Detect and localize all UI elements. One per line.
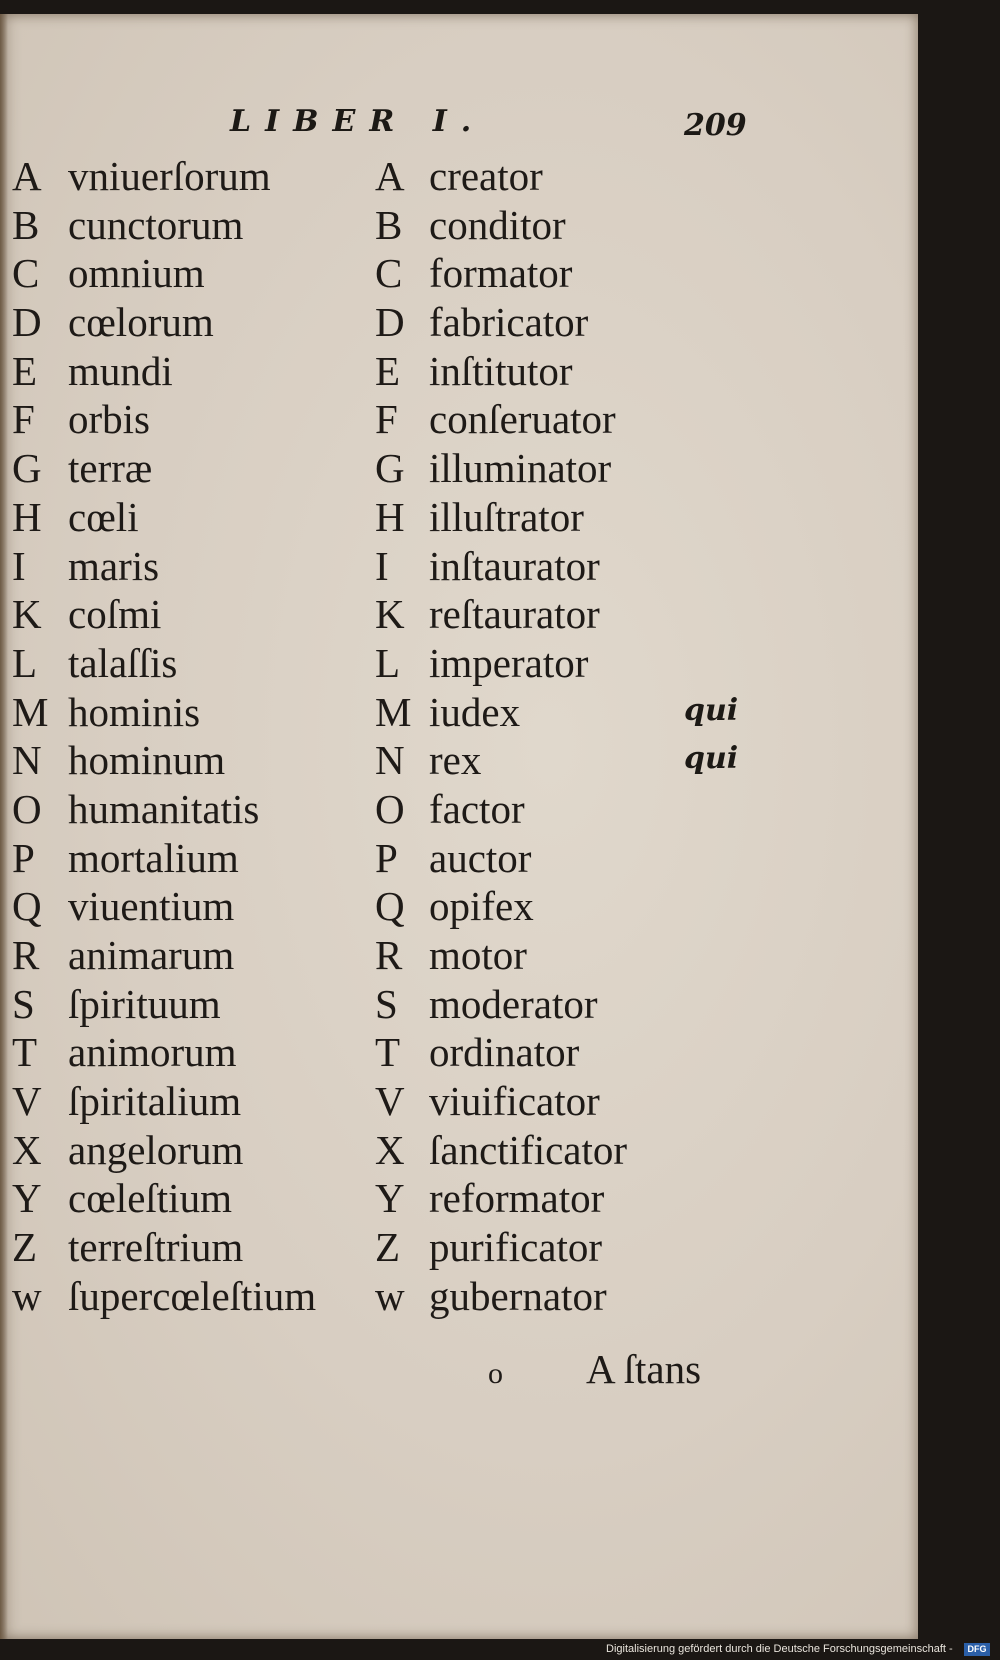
index-letter: X xyxy=(12,1126,42,1173)
index-word: mortalium xyxy=(68,834,239,881)
list-item xyxy=(12,1272,316,1321)
list-item xyxy=(375,639,627,688)
index-letter: O xyxy=(375,785,405,832)
index-word: auctor xyxy=(429,834,532,881)
left-column xyxy=(12,152,316,1321)
index-word: reſtaurator xyxy=(429,591,600,638)
index-word: viuificator xyxy=(429,1078,600,1125)
index-word: humanitatis xyxy=(68,785,260,832)
index-letter: Z xyxy=(375,1224,401,1271)
list-item xyxy=(12,152,316,201)
list-item xyxy=(12,639,316,688)
index-letter: E xyxy=(12,347,38,394)
index-word: illuminator xyxy=(429,445,612,492)
index-letter: S xyxy=(12,980,35,1027)
index-word: fabricator xyxy=(429,299,589,346)
list-item xyxy=(12,736,316,785)
index-word: ſanctificator xyxy=(429,1126,628,1173)
list-item xyxy=(12,980,316,1029)
index-word: ordinator xyxy=(429,1029,580,1076)
index-letter: w xyxy=(12,1272,42,1319)
index-letter: D xyxy=(375,299,405,346)
list-item xyxy=(375,980,627,1029)
list-item xyxy=(375,590,627,639)
index-word: formator xyxy=(429,250,573,297)
index-letter: P xyxy=(12,834,35,881)
list-item xyxy=(12,347,316,396)
index-letter: N xyxy=(12,737,42,784)
index-word: viuentium xyxy=(68,883,235,930)
index-letter: w xyxy=(375,1272,405,1319)
list-item xyxy=(12,1077,316,1126)
index-word: imperator xyxy=(429,639,589,686)
list-item xyxy=(375,201,627,250)
list-item xyxy=(375,1126,627,1175)
index-letter: R xyxy=(12,932,40,978)
index-word: inſtitutor xyxy=(429,347,573,394)
index-letter: I xyxy=(12,542,26,589)
index-word: hominis xyxy=(68,688,201,735)
list-item xyxy=(375,444,627,493)
list-item xyxy=(375,395,627,444)
index-word: inſtaurator xyxy=(429,542,600,589)
index-word: orbis xyxy=(68,396,150,443)
list-item xyxy=(12,1223,316,1272)
index-word: opifex xyxy=(429,883,534,930)
list-item xyxy=(12,542,316,591)
index-letter: E xyxy=(375,347,401,394)
index-word: angelorum xyxy=(68,1126,244,1173)
index-word: reformator xyxy=(429,1175,605,1222)
index-letter: F xyxy=(12,396,35,443)
index-letter: L xyxy=(12,639,38,686)
list-item xyxy=(375,542,627,591)
index-word: coſmi xyxy=(68,591,162,638)
list-item xyxy=(375,1077,627,1126)
index-letter: V xyxy=(375,1078,405,1125)
list-item xyxy=(375,736,627,785)
index-letter: Y xyxy=(12,1175,42,1222)
index-letter: S xyxy=(375,980,398,1027)
index-word: animorum xyxy=(68,1029,237,1076)
list-item xyxy=(375,1223,627,1272)
list-item xyxy=(12,931,316,980)
index-letter: Z xyxy=(12,1224,38,1271)
index-letter: C xyxy=(12,250,40,297)
list-item xyxy=(12,882,316,931)
index-word: hominum xyxy=(68,737,226,784)
index-word: cœli xyxy=(68,493,139,540)
index-letter: V xyxy=(12,1078,42,1125)
list-item xyxy=(12,785,316,834)
margin-note: qui xyxy=(684,693,739,728)
list-item xyxy=(12,1126,316,1175)
page-gutter-shadow xyxy=(0,14,8,1639)
list-item xyxy=(375,785,627,834)
index-word: mundi xyxy=(68,347,173,394)
index-word: ſpirituum xyxy=(68,980,221,1027)
list-item xyxy=(12,444,316,493)
index-letter: T xyxy=(12,1029,38,1076)
list-item xyxy=(375,249,627,298)
list-item xyxy=(12,834,316,883)
index-letter: A xyxy=(12,153,42,199)
index-word: conditor xyxy=(429,201,566,248)
index-word: terreſtrium xyxy=(68,1224,244,1271)
index-letter: X xyxy=(375,1126,405,1173)
list-item xyxy=(12,493,316,542)
dfg-logo: DFG xyxy=(964,1643,990,1656)
index-word: ſupercœleſtium xyxy=(68,1272,317,1319)
index-word: iudex xyxy=(429,688,521,735)
index-letter: M xyxy=(12,688,49,735)
list-item xyxy=(375,834,627,883)
index-letter: B xyxy=(12,201,40,248)
list-item xyxy=(375,1272,627,1321)
index-letter: N xyxy=(375,737,405,784)
index-word: cœleſtium xyxy=(68,1175,232,1222)
index-word: rex xyxy=(429,737,482,784)
index-letter: D xyxy=(12,299,42,346)
list-item xyxy=(375,1174,627,1223)
list-item xyxy=(12,590,316,639)
index-letter: K xyxy=(375,591,405,638)
index-letter: G xyxy=(12,445,42,492)
index-letter: I xyxy=(375,542,389,589)
list-item xyxy=(375,347,627,396)
catchword: A ſtans xyxy=(586,1346,702,1392)
index-word: gubernator xyxy=(429,1272,607,1319)
index-word: vniuerſorum xyxy=(68,153,271,199)
index-word: factor xyxy=(429,785,525,832)
index-letter: H xyxy=(12,493,42,540)
list-item xyxy=(375,1028,627,1077)
index-letter: G xyxy=(375,445,405,492)
index-letter: Q xyxy=(375,883,405,930)
list-item xyxy=(375,152,627,201)
index-word: purificator xyxy=(429,1224,603,1271)
index-word: creator xyxy=(429,153,543,199)
list-item xyxy=(12,249,316,298)
list-item xyxy=(12,1174,316,1223)
index-letter: O xyxy=(12,785,42,832)
index-letter: R xyxy=(375,932,403,978)
index-word: maris xyxy=(68,542,160,589)
list-item xyxy=(12,1028,316,1077)
list-item xyxy=(12,298,316,347)
list-item xyxy=(375,688,627,737)
index-letter: H xyxy=(375,493,405,540)
digitization-credit: Digitalisierung gefördert durch die Deutsche Forschungsgemeinschaft - xyxy=(606,1643,953,1655)
list-item xyxy=(375,931,627,980)
index-letter: M xyxy=(375,688,412,735)
index-letter: C xyxy=(375,250,403,297)
index-letter: K xyxy=(12,591,42,638)
index-word: illuſtrator xyxy=(429,493,584,540)
page-number: 209 xyxy=(684,108,747,143)
index-word: conſeruator xyxy=(429,396,616,443)
index-letter: Q xyxy=(12,883,42,930)
index-word: cœlorum xyxy=(68,299,214,346)
list-item xyxy=(12,395,316,444)
right-column xyxy=(375,152,627,1321)
index-letter: T xyxy=(375,1029,401,1076)
list-item xyxy=(375,493,627,542)
index-letter: A xyxy=(375,153,405,199)
index-word: talaſſis xyxy=(68,639,178,686)
index-letter: L xyxy=(375,639,401,686)
index-letter: P xyxy=(375,834,398,881)
index-word: terræ xyxy=(68,445,153,492)
running-head: LIBER I. xyxy=(230,104,486,139)
list-item xyxy=(375,882,627,931)
index-letter: F xyxy=(375,396,398,443)
index-word: motor xyxy=(429,932,527,978)
list-item xyxy=(375,298,627,347)
signature-mark: o xyxy=(488,1357,503,1390)
index-word: cunctorum xyxy=(68,201,244,248)
list-item xyxy=(12,201,316,250)
catchword-line xyxy=(488,1345,701,1393)
index-letter: B xyxy=(375,201,403,248)
index-word: moderator xyxy=(429,980,598,1027)
index-word: animarum xyxy=(68,932,235,978)
index-word: ſpiritalium xyxy=(68,1078,242,1125)
index-word: omnium xyxy=(68,250,205,297)
index-letter: Y xyxy=(375,1175,405,1222)
list-item xyxy=(12,688,316,737)
margin-note: qui xyxy=(684,741,739,776)
